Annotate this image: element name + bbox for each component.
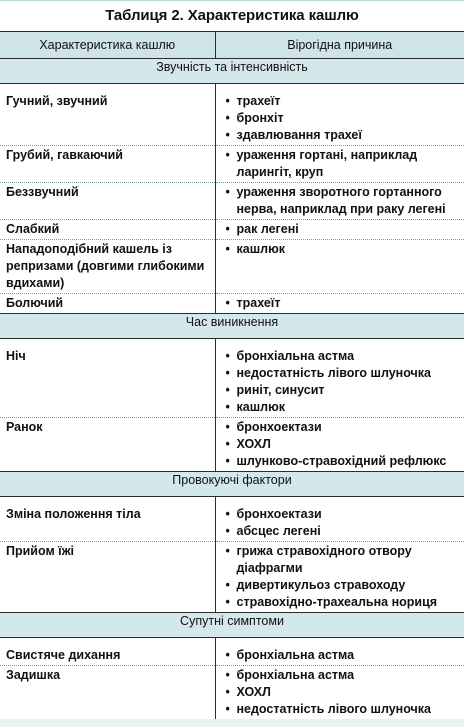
characteristic-text: Слабкий [6, 222, 60, 236]
cause-list [226, 667, 464, 718]
cause-cell [215, 339, 464, 418]
section-row [0, 314, 464, 339]
table-row [0, 84, 464, 146]
cause-list [226, 506, 464, 540]
cause-item: • риніт, синусит [226, 382, 464, 399]
cause-list [226, 647, 464, 664]
table-row [0, 542, 464, 613]
characteristic-cell [0, 542, 215, 613]
cause-item: • стравохідно-трахеальна нориця [226, 594, 464, 611]
cause-item: • ураження гортані, наприклад ларингіт, круп [226, 147, 464, 181]
cause-item: • шлунково-стравохідний рефлюкс [226, 453, 464, 470]
cause-item: • здавлювання трахеї [226, 127, 464, 144]
cause-item: • бронхіальна астма [226, 348, 464, 365]
cause-cell [215, 220, 464, 240]
table-body [0, 59, 464, 720]
table-row [0, 146, 464, 183]
cause-cell [215, 240, 464, 294]
characteristic-text: Гучний, звучний [6, 94, 108, 108]
cause-cell [215, 84, 464, 146]
table-row [0, 240, 464, 294]
cause-list [226, 543, 464, 611]
cause-cell [215, 183, 464, 220]
cause-item: • недостатність лівого шлуночка [226, 701, 464, 718]
header-row [0, 32, 464, 59]
cause-list [226, 93, 464, 144]
cause-item: • бронхіальна астма [226, 667, 464, 684]
cause-cell [215, 542, 464, 613]
characteristic-text: Ранок [6, 420, 43, 434]
cause-cell [215, 146, 464, 183]
cough-table [0, 31, 464, 719]
cause-item: • абсцес легені [226, 523, 464, 540]
cause-list [226, 348, 464, 416]
characteristic-cell [0, 84, 215, 146]
table-row [0, 666, 464, 720]
cause-list [226, 241, 464, 258]
table-title: Таблиця 2. Характеристика кашлю [0, 0, 464, 31]
cause-item: • бронхіальна астма [226, 647, 464, 664]
table-row [0, 638, 464, 666]
characteristic-cell [0, 497, 215, 542]
characteristic-cell [0, 183, 215, 220]
characteristic-cell [0, 339, 215, 418]
header-characteristic: Характеристика кашлю [0, 32, 215, 59]
characteristic-text: Болючий [6, 296, 64, 310]
cause-cell [215, 638, 464, 666]
table-row [0, 339, 464, 418]
cause-cell [215, 666, 464, 720]
characteristic-cell [0, 146, 215, 183]
cause-list [226, 419, 464, 470]
section-row [0, 59, 464, 84]
cause-item: • кашлюк [226, 241, 464, 258]
cause-item: • бронхіт [226, 110, 464, 127]
cause-item: • трахеїт [226, 93, 464, 110]
characteristic-cell [0, 638, 215, 666]
table-row [0, 294, 464, 314]
cause-cell [215, 418, 464, 472]
cause-item: • грижа стравохідного отвору діафрагми [226, 543, 464, 577]
cause-item: • кашлюк [226, 399, 464, 416]
characteristic-text: Грубий, гавкаючий [6, 148, 123, 162]
characteristic-text: Ніч [6, 349, 26, 363]
header-cause: Вірогідна причина [215, 32, 464, 59]
cause-list [226, 295, 464, 312]
section-title: Провокуючі фактори [0, 472, 464, 497]
cause-item: • ураження зворотного гортанного нерва, наприклад при раку легені [226, 184, 464, 218]
characteristic-text: Задишка [6, 668, 61, 682]
characteristic-text: Беззвучний [6, 185, 79, 199]
characteristic-text: Прийом їжі [6, 544, 75, 558]
section-title: Час виникнення [0, 314, 464, 339]
characteristic-cell [0, 666, 215, 720]
cause-cell [215, 497, 464, 542]
characteristic-text: Нападоподібний кашель із репризами (довгими глибокими вдихами) [6, 242, 205, 290]
table-row [0, 497, 464, 542]
cause-item: • бронхоектази [226, 419, 464, 436]
section-row [0, 613, 464, 638]
section-title: Супутні симптоми [0, 613, 464, 638]
cause-list [226, 147, 464, 181]
characteristic-text: Зміна положення тіла [6, 507, 141, 521]
characteristic-text: Свистяче дихання [6, 648, 121, 662]
characteristic-cell [0, 418, 215, 472]
cause-item: • бронхоектази [226, 506, 464, 523]
table-row [0, 220, 464, 240]
cause-list [226, 221, 464, 238]
cause-item: • трахеїт [226, 295, 464, 312]
section-title: Звучність та інтенсивність [0, 59, 464, 84]
cause-list [226, 184, 464, 218]
characteristic-cell [0, 240, 215, 294]
section-row [0, 472, 464, 497]
cause-item: • ХОХЛ [226, 436, 464, 453]
characteristic-cell [0, 220, 215, 240]
cause-item: • рак легені [226, 221, 464, 238]
cause-cell [215, 294, 464, 314]
cause-item: • дивертикульоз стравоходу [226, 577, 464, 594]
characteristic-cell [0, 294, 215, 314]
table-row [0, 418, 464, 472]
table-row [0, 183, 464, 220]
cause-item: • недостатність лівого шлуночка [226, 365, 464, 382]
cause-item: • ХОХЛ [226, 684, 464, 701]
